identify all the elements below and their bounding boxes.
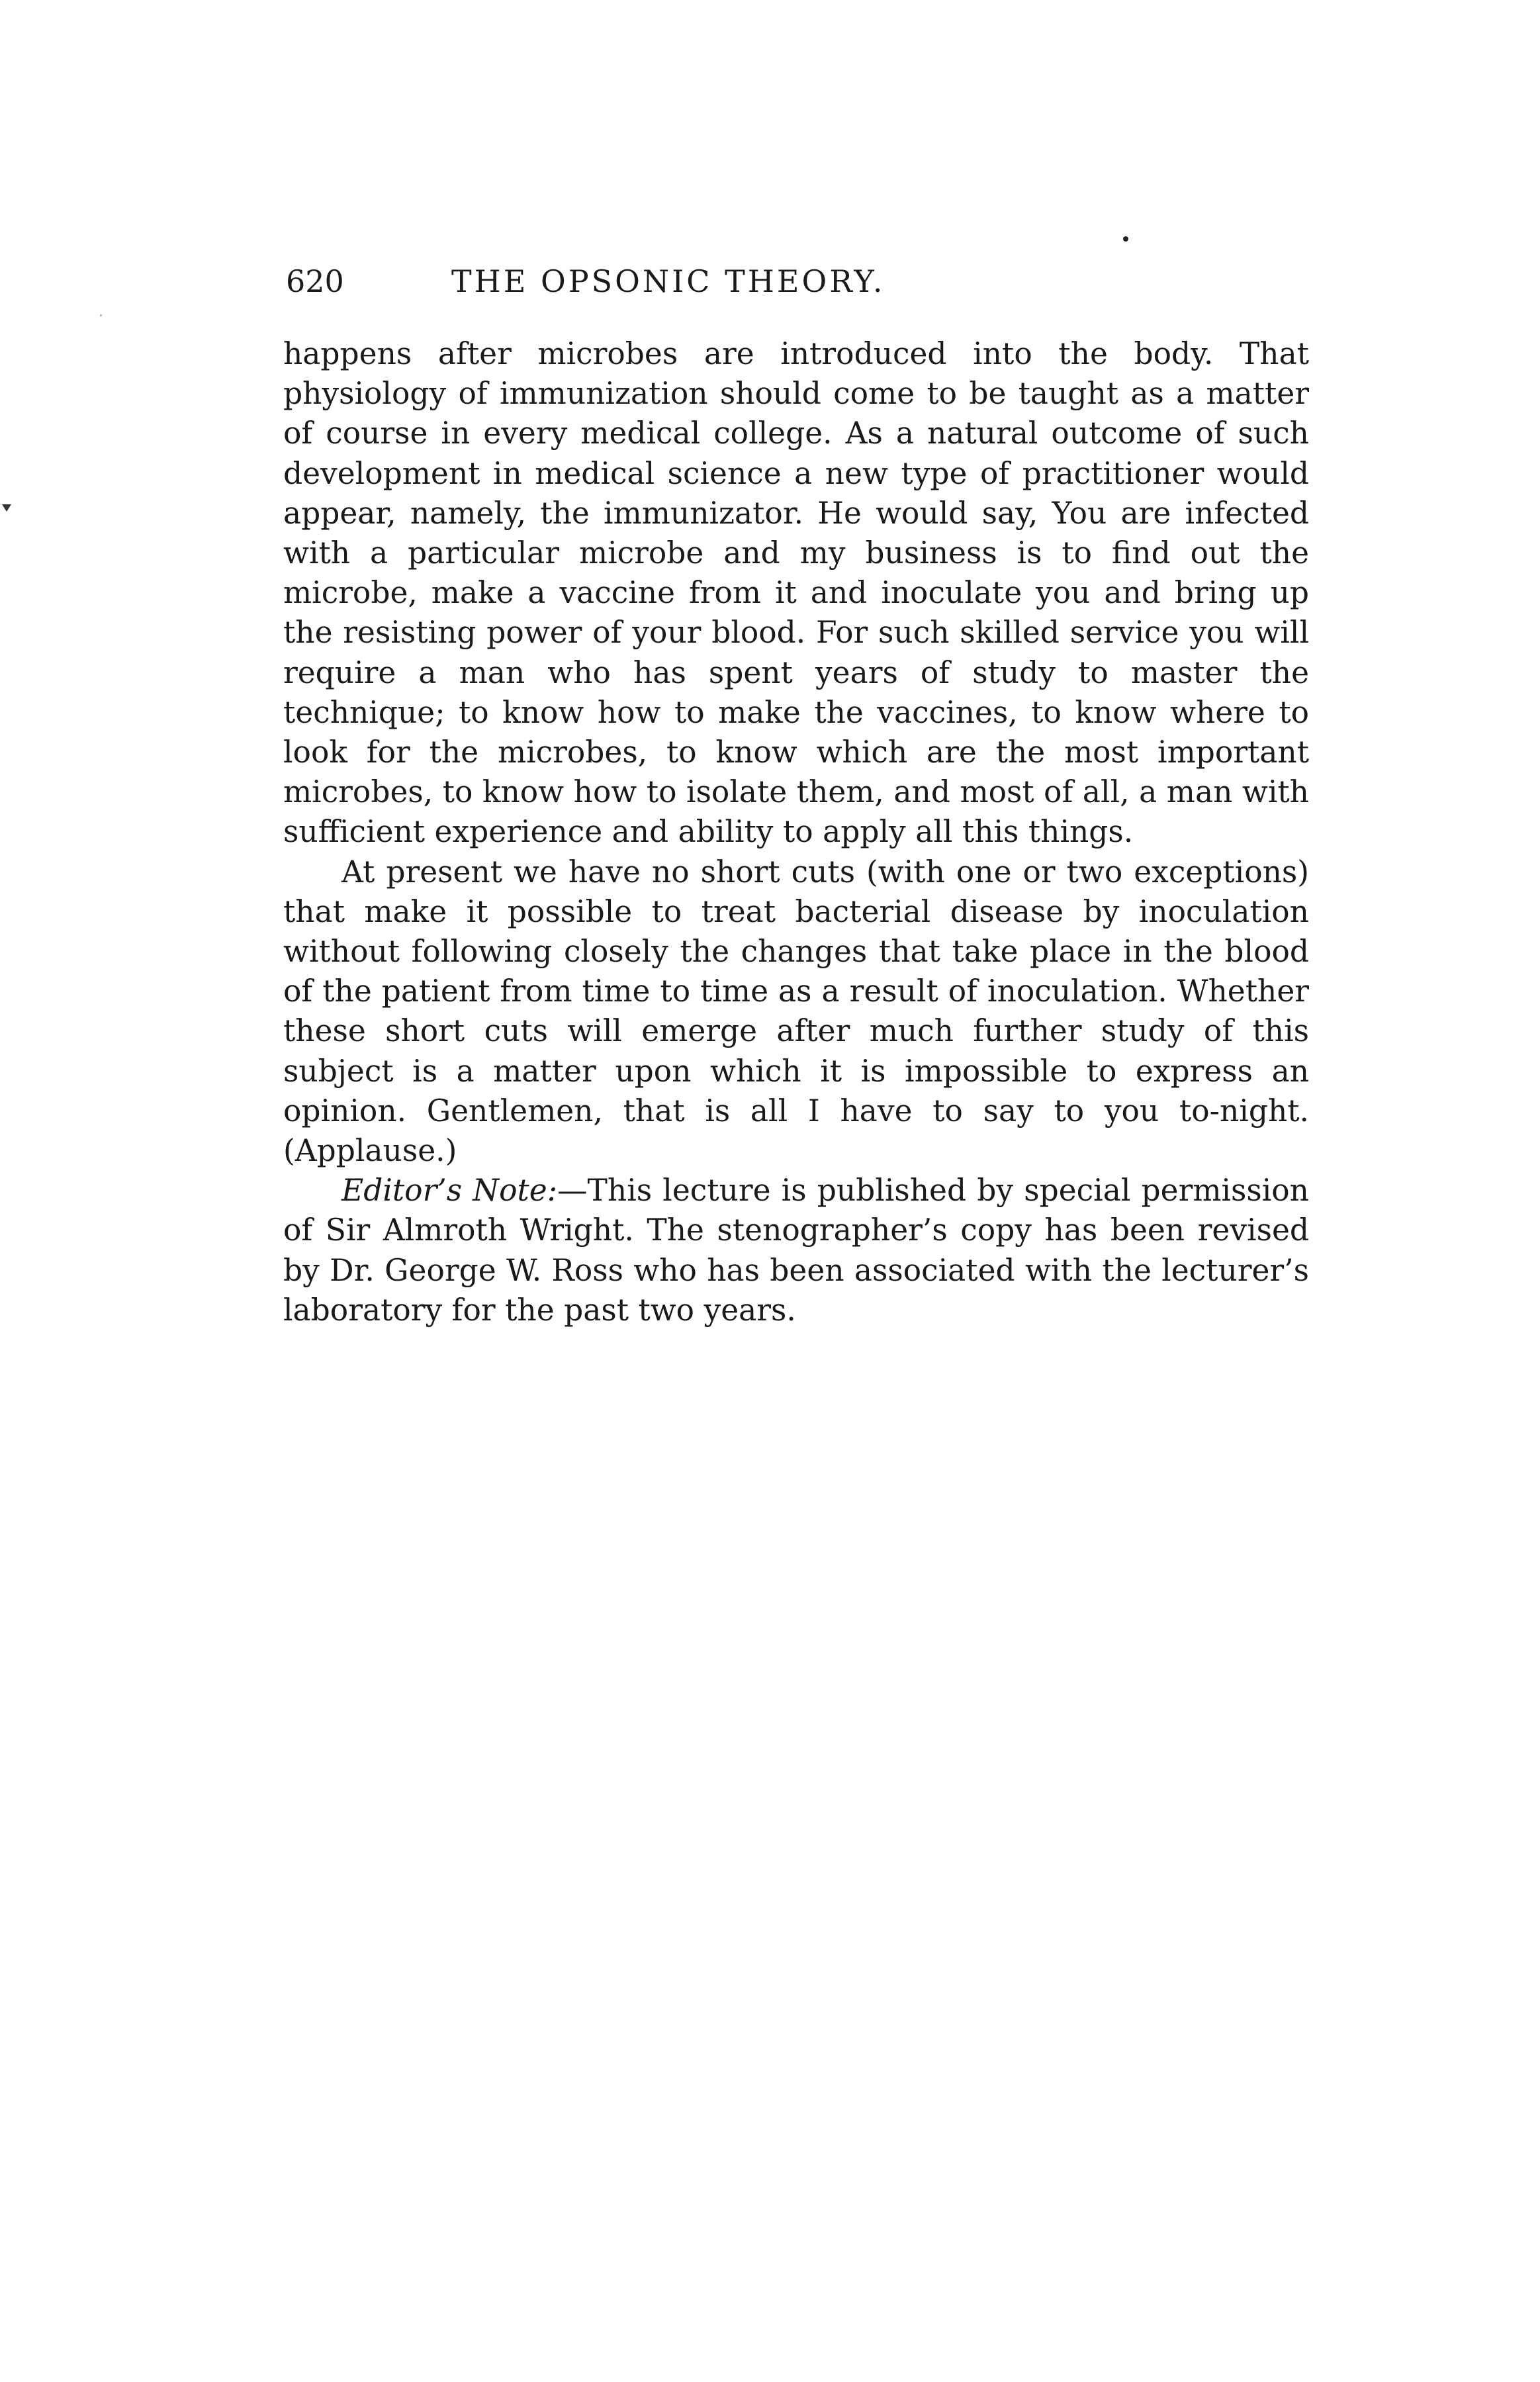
editor-note-text: —This lecture is published by special permission of Sir Almroth Wright. The stenographer’s copy has been revised by Dr. George W. Ross who has been associated with the lecturer’s laboratory for the past two years.: [283, 1173, 1309, 1328]
scan-speck: [100, 314, 102, 316]
running-header: [286, 261, 1305, 301]
body-text: [283, 334, 1309, 1330]
paragraph-short-cuts: At present we have no short cuts (with one or two exceptions) that make it possible to treat bacterial disease by inoculation without following closely the changes that take place in the blood of the patient from time to time as a result of inoculation. Whether these short cuts will emerge after much further study of this subject is a matter upon which it is impossible to express an opinion. Gentlemen, that is all I have to say to you to-night. (Applause.): [283, 854, 1309, 1169]
paragraph-immunizator: happens after microbes are introduced into the body. That physiology of immunization should come to be taught as a matter of course in every medical college. As a natural outcome of such development in medical science a new type of practitioner would appear, namely, the immunizator. He would say, You are infected with a particular microbe and my business is to find out the microbe, make a vaccine from it and inoculate you and bring up the resisting power of your blood. For such skilled service you will require a man who has spent years of study to master the technique; to know how to make the vaccines, to know where to look for the microbes, to know which are the most important microbes, to know how to isolate them, and most of all, a man with sufficient experience and ability to apply all this things.: [283, 336, 1309, 850]
editor-note: [283, 1171, 1309, 1330]
margin-arrow-mark: [2, 504, 11, 512]
page-number: 620: [286, 263, 344, 299]
scan-dot-mark: [1123, 236, 1128, 242]
running-title: THE OPSONIC THEORY.: [451, 263, 885, 299]
editor-note-label: Editor’s Note:: [341, 1173, 558, 1209]
